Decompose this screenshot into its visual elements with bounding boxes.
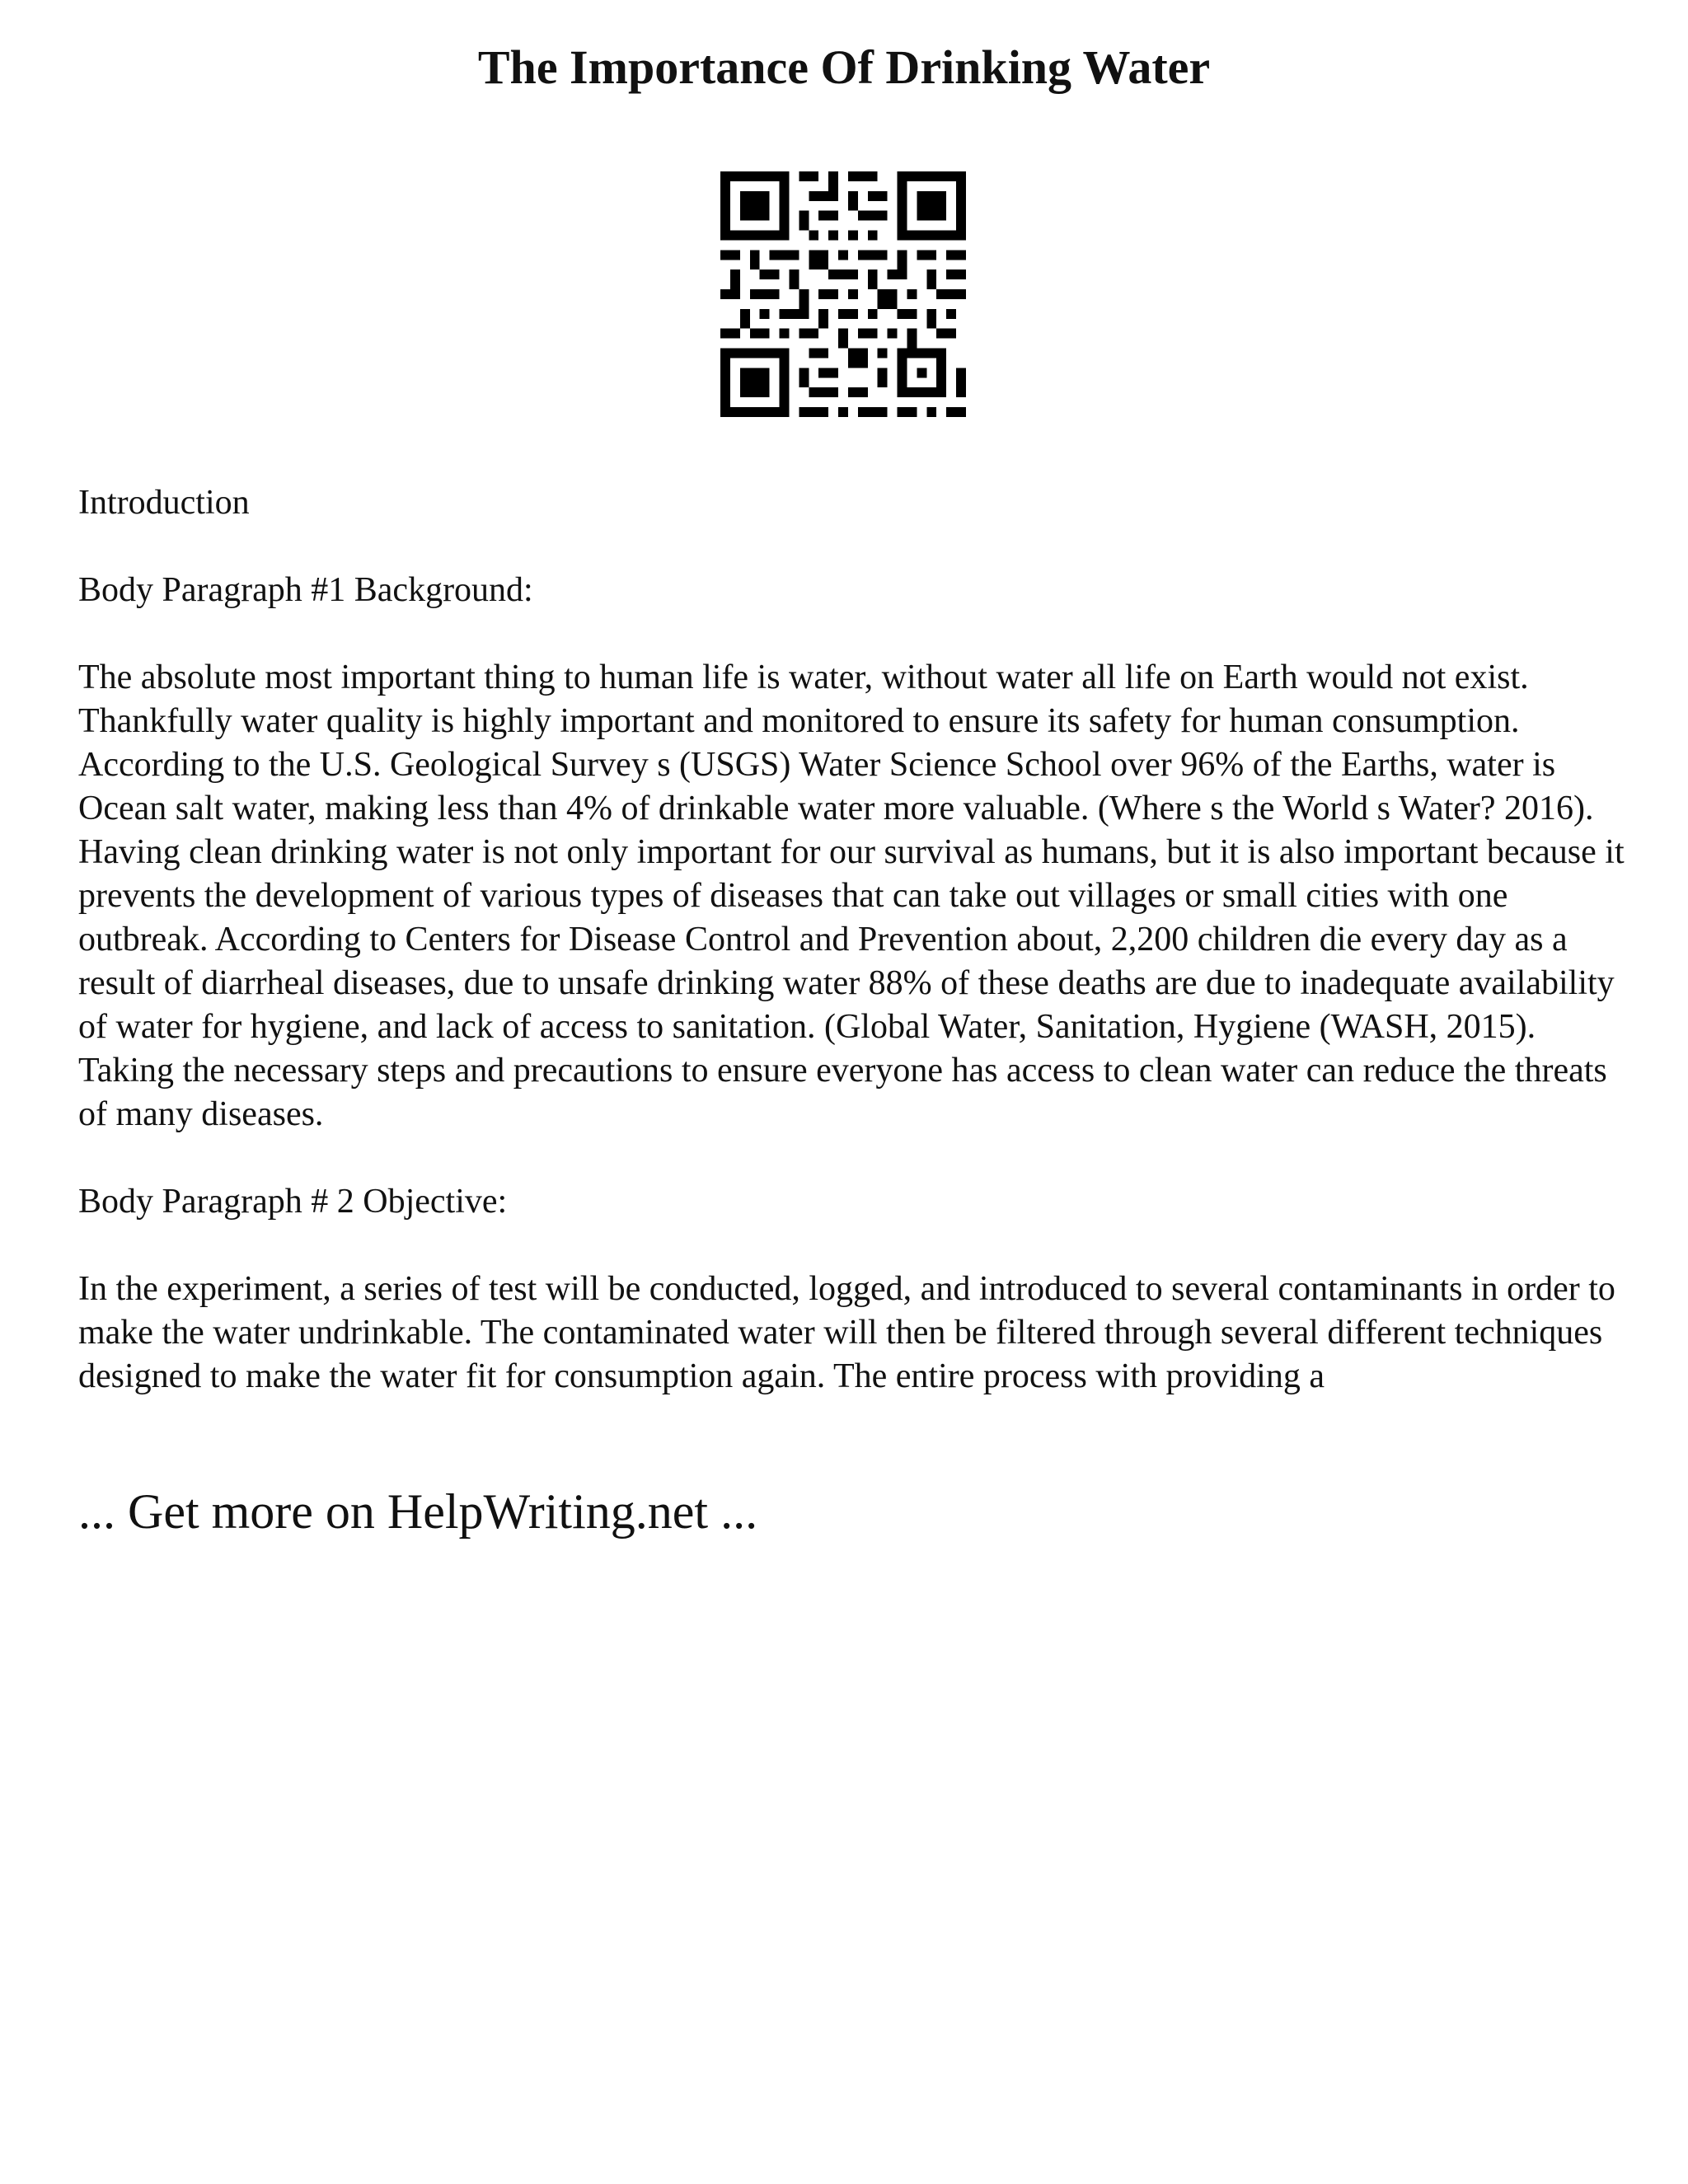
qr-code-icon [720, 171, 966, 417]
introduction-heading: Introduction [78, 484, 250, 522]
body-paragraph-1-text: The absolute most important thing to human life is water, without water all life on Earth would not exist. Thankfully water quality is highly important and monitored to ensure its safety for human consumption. According to the U.S. Geological Survey s (USGS) Water Science School over 96% of the Earths, water is Ocean salt water, making less than 4% of drinkable water more valuable. (Where s the World s Water? 2016). Having clean drinking water is not only important for our survival as humans, but it is also important because it prevents the development of various types of diseases that can take out villages or small cities with one outbreak. According to Centers for Disease Control and Prevention about, 2,200 children die every day as a result of diarrheal diseases, due to unsafe drinking water 88% of these deaths are due to inadequate availability of water for hygiene, and lack of access to sanitation. (Global Water, Sanitation, Hygiene (WASH, 2015). Taking the necessary steps and precautions to ensure everyone has access to clean water can reduce the threats of many diseases. [78, 658, 1625, 1133]
get-more-link[interactable]: ... Get more on HelpWriting.net ... [78, 1484, 758, 1539]
body-paragraph-2-text: In the experiment, a series of test will be conducted, logged, and introduced to several contaminants in order to make the water undrinkable. The contaminated water will then be filtered through several different techniques designed to make the water fit for consumption again. The entire process with providing a [78, 1270, 1615, 1395]
body-paragraph-1-heading: Body Paragraph #1 Background: [78, 571, 533, 609]
page-title: The Importance Of Drinking Water [477, 40, 1211, 94]
document-body [78, 481, 1628, 1399]
body-paragraph-2-heading: Body Paragraph # 2 Objective: [78, 1183, 508, 1221]
